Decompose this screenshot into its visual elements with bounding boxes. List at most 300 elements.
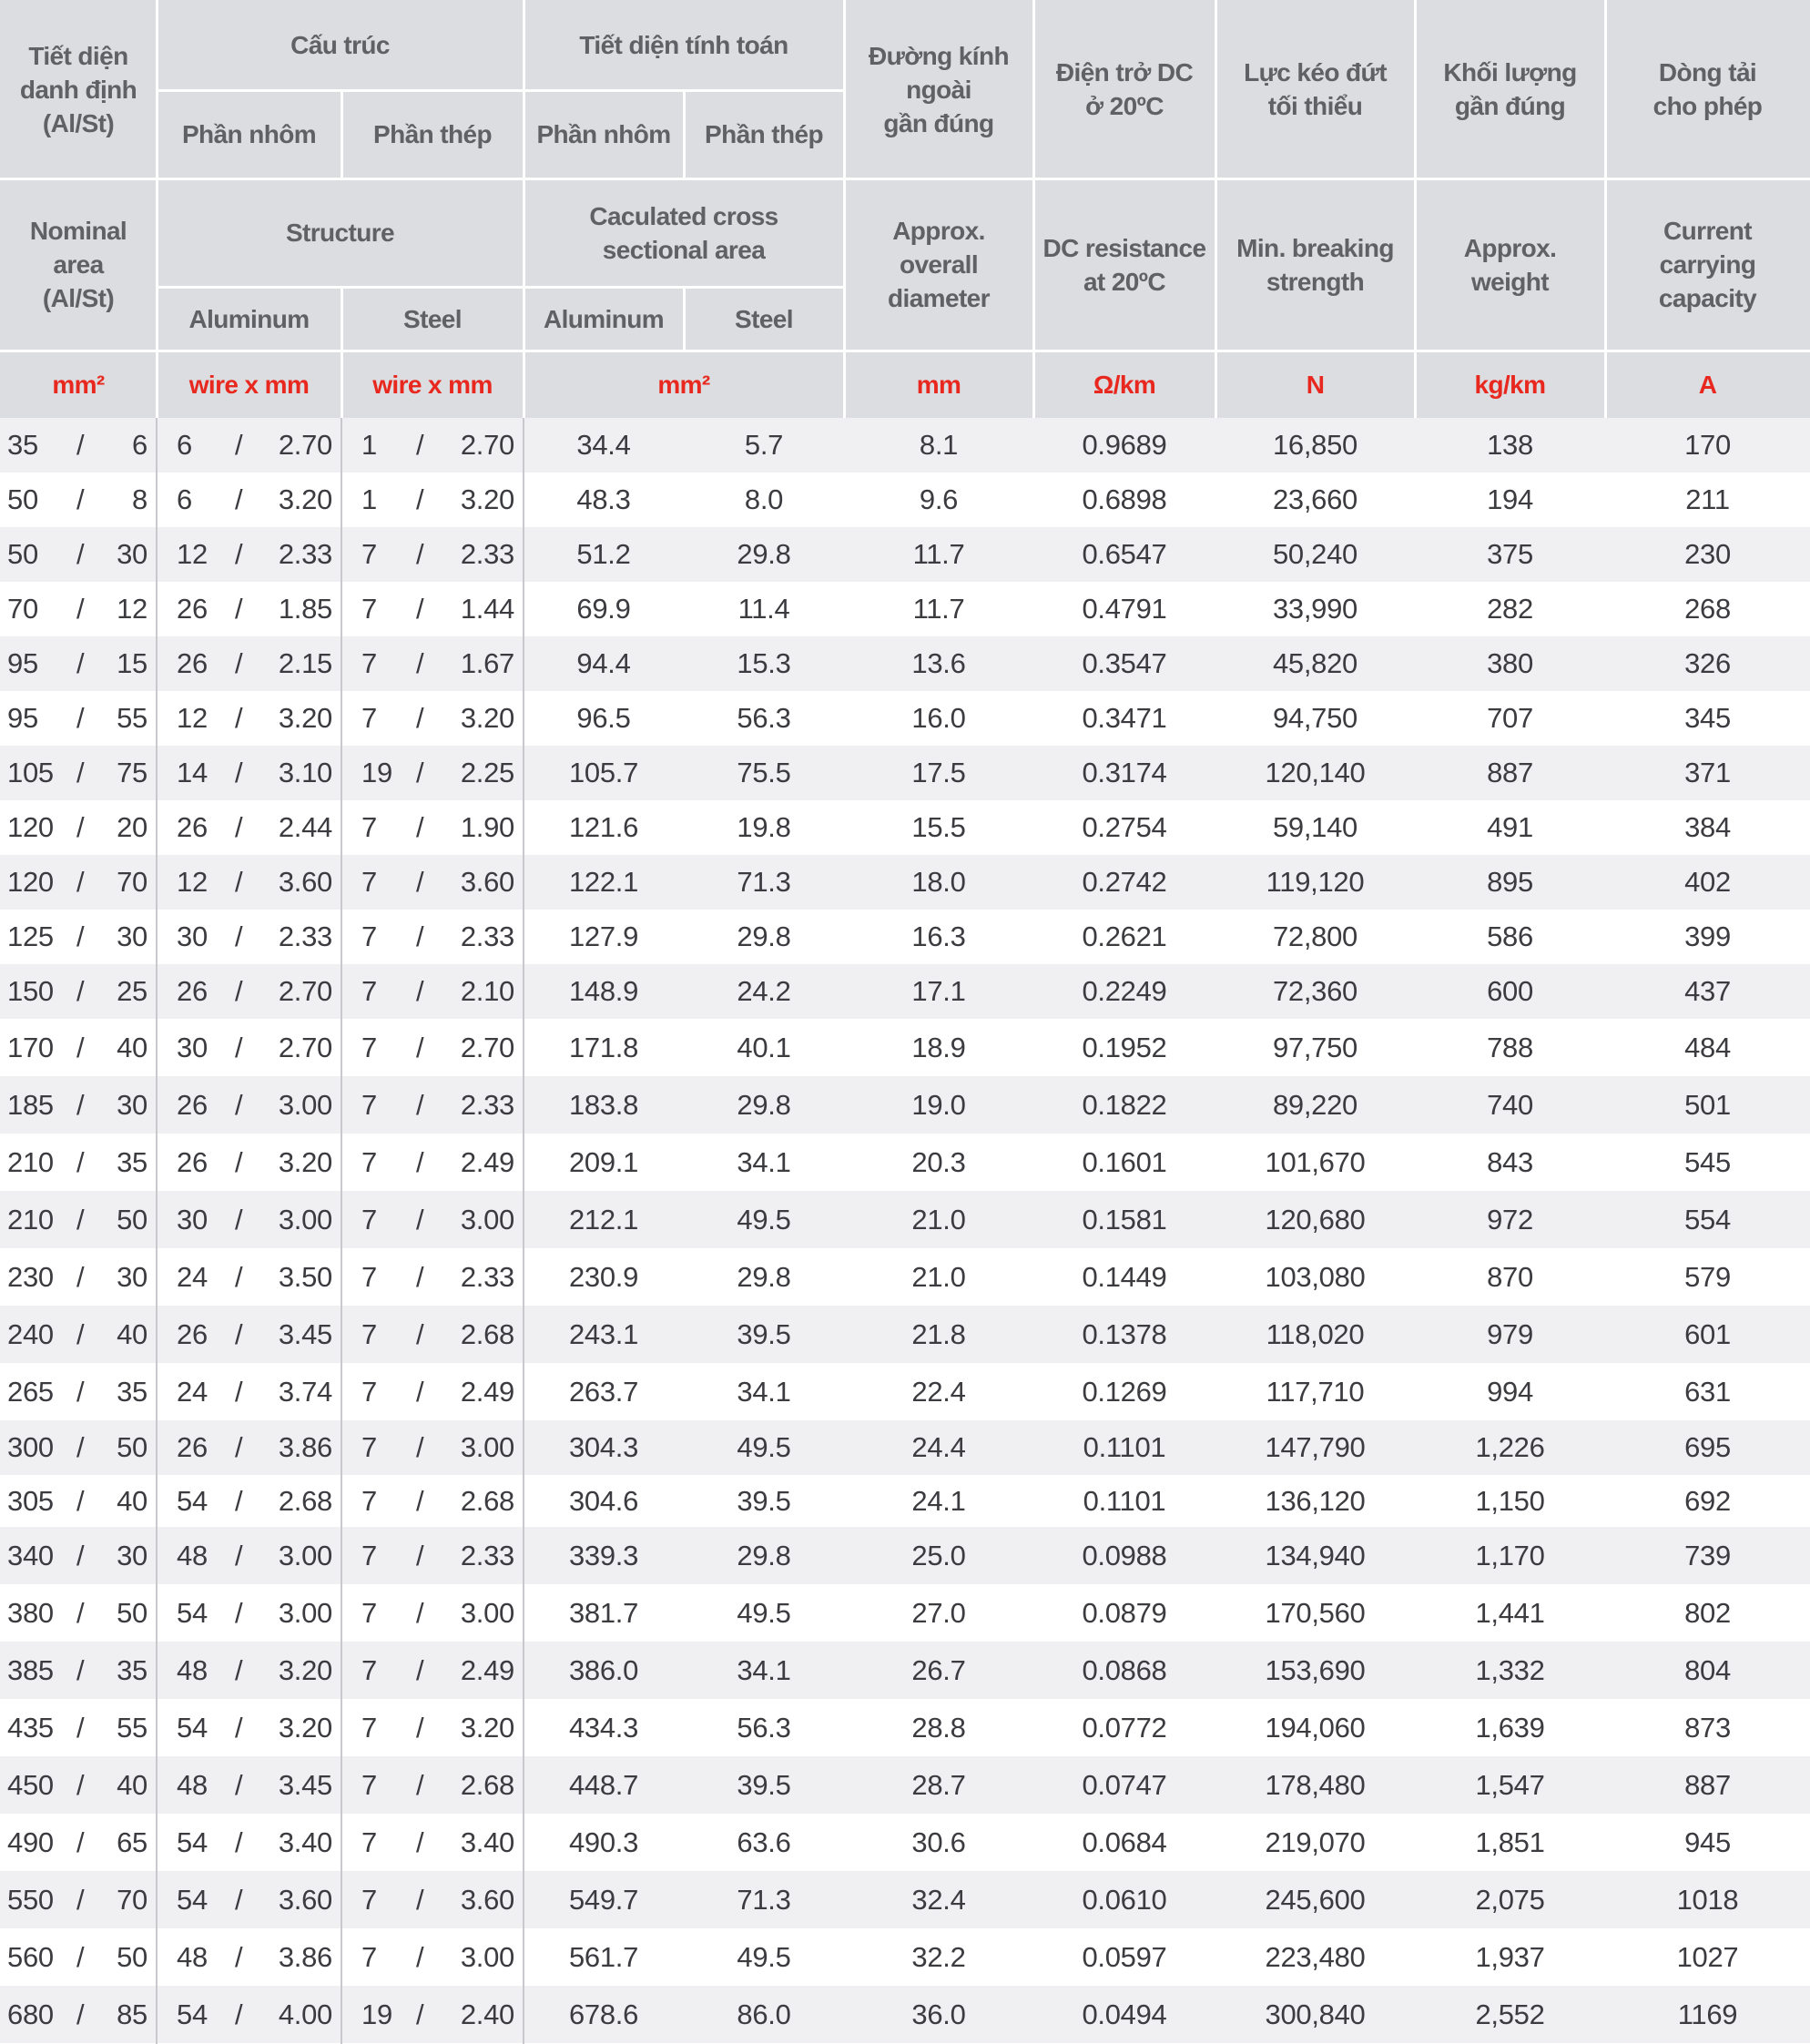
cell-current: 1018 bbox=[1676, 1883, 1739, 1916]
cell-weight: 1,639 bbox=[1475, 1711, 1545, 1744]
cell-calc-st: 71.3 bbox=[737, 866, 791, 898]
cell-calc-st: 63.6 bbox=[737, 1825, 791, 1858]
cell-nominal-left: 490 bbox=[7, 1825, 54, 1858]
cell-calc-st: 5.7 bbox=[744, 429, 784, 461]
header-vi-calc-area bbox=[524, 0, 844, 90]
cell-structure-st bbox=[341, 1527, 524, 1584]
cell-calc-st: 19.8 bbox=[737, 811, 791, 843]
table-row bbox=[0, 1814, 1810, 1871]
cell-structure-al bbox=[157, 1019, 341, 1076]
cell-structure-st-right: 2.49 bbox=[460, 1653, 514, 1686]
cell-structure-st-left: 1 bbox=[361, 429, 377, 461]
cell-structure-st-left: 7 bbox=[361, 1768, 377, 1801]
cell-breaking: 178,480 bbox=[1265, 1768, 1366, 1801]
cell-weight: 491 bbox=[1487, 811, 1533, 843]
table-row bbox=[0, 636, 1810, 691]
cell-diameter: 22.4 bbox=[911, 1375, 966, 1408]
cell-structure-st bbox=[341, 1420, 524, 1475]
cell-structure-st-slash: / bbox=[416, 702, 424, 734]
cell-structure-al bbox=[157, 1756, 341, 1814]
header-en-calc-al-text: Aluminum bbox=[543, 304, 665, 333]
cell-calc-st: 86.0 bbox=[737, 1998, 791, 2030]
cell-calc-st: 34.1 bbox=[737, 1375, 791, 1408]
header-vi-nominal-text: Tiết diện danh định (Al/St) bbox=[19, 41, 137, 137]
cell-resistance: 0.0879 bbox=[1082, 1596, 1167, 1629]
cell-nominal-right: 50 bbox=[117, 1203, 147, 1236]
header-divider bbox=[523, 0, 525, 418]
cell-nominal-left: 70 bbox=[7, 593, 38, 625]
cell-nominal-slash: / bbox=[76, 1260, 85, 1293]
cell-structure-st-slash: / bbox=[416, 1998, 424, 2030]
cell-calc-st: 29.8 bbox=[737, 920, 791, 952]
cell-weight: 1,851 bbox=[1475, 1825, 1545, 1858]
cell-breaking: 94,750 bbox=[1272, 702, 1358, 734]
cell-structure-al-right: 3.60 bbox=[278, 866, 332, 898]
cell-structure-st-right: 2.70 bbox=[460, 1031, 514, 1063]
cell-diameter: 24.1 bbox=[911, 1484, 966, 1517]
cell-current: 802 bbox=[1684, 1596, 1731, 1629]
header-divider bbox=[157, 89, 844, 92]
cell-structure-al-slash: / bbox=[235, 593, 243, 625]
table-row bbox=[0, 1642, 1810, 1699]
cell-current: 1169 bbox=[1677, 1998, 1738, 2030]
cell-structure-st-left: 7 bbox=[361, 1031, 377, 1063]
header-divider bbox=[683, 287, 686, 351]
cell-nominal-left: 185 bbox=[7, 1088, 54, 1121]
cell-diameter: 32.2 bbox=[911, 1940, 966, 1973]
header-en-weight bbox=[1415, 178, 1605, 351]
cell-structure-al-left: 12 bbox=[177, 538, 208, 570]
cell-structure-st bbox=[341, 1363, 524, 1420]
cell-nominal bbox=[0, 910, 157, 964]
cell-calc-al: 69.9 bbox=[576, 593, 631, 625]
header-divider bbox=[843, 0, 846, 418]
cell-current: 384 bbox=[1684, 811, 1731, 843]
unit-structure-al bbox=[157, 351, 341, 418]
cell-structure-st-slash: / bbox=[416, 1145, 424, 1178]
cell-structure-st-slash: / bbox=[416, 1375, 424, 1408]
cell-structure-al-left: 54 bbox=[177, 1825, 208, 1858]
cell-structure-al-left: 48 bbox=[177, 1940, 208, 1973]
cell-structure-al-slash: / bbox=[235, 1596, 243, 1629]
header-en-calc-area-text: Caculated cross sectional area bbox=[589, 201, 778, 264]
header-en-breaking-text: Min. breaking strength bbox=[1236, 233, 1394, 296]
cell-structure-al-slash: / bbox=[235, 1260, 243, 1293]
cell-structure-al-left: 48 bbox=[177, 1539, 208, 1571]
cell-nominal-right: 50 bbox=[117, 1940, 147, 1973]
cell-calc-st: 56.3 bbox=[737, 1711, 791, 1744]
cell-structure-st bbox=[341, 582, 524, 636]
cell-diameter: 16.0 bbox=[911, 702, 966, 734]
cell-breaking: 120,140 bbox=[1265, 757, 1366, 788]
cell-diameter: 19.0 bbox=[911, 1088, 966, 1121]
cell-structure-st bbox=[341, 1076, 524, 1134]
cell-structure-st bbox=[341, 527, 524, 582]
cell-structure-al-slash: / bbox=[235, 429, 243, 461]
cell-nominal-right: 6 bbox=[132, 429, 147, 461]
cell-structure-al-right: 3.50 bbox=[278, 1260, 332, 1293]
cell-structure-st-left: 7 bbox=[361, 975, 377, 1007]
cell-structure-al-right: 2.68 bbox=[278, 1484, 332, 1517]
cell-structure-al-left: 26 bbox=[177, 1317, 208, 1350]
cell-structure-st bbox=[341, 418, 524, 473]
cell-structure-al-right: 3.20 bbox=[278, 702, 332, 734]
cell-structure-st-right: 1.67 bbox=[460, 647, 514, 679]
cell-current: 887 bbox=[1684, 1768, 1731, 1801]
cell-nominal-right: 25 bbox=[117, 975, 147, 1007]
cell-calc-st: 49.5 bbox=[737, 1940, 791, 1973]
cell-calc-st: 29.8 bbox=[737, 1088, 791, 1121]
cell-breaking: 72,800 bbox=[1272, 920, 1358, 952]
cell-structure-al-slash: / bbox=[235, 757, 243, 788]
cell-structure-al-right: 2.33 bbox=[278, 538, 332, 570]
cell-diameter: 16.3 bbox=[911, 920, 966, 952]
cell-structure-al-left: 14 bbox=[177, 757, 208, 788]
cell-weight: 788 bbox=[1487, 1031, 1533, 1063]
unit-resistance bbox=[1033, 351, 1215, 418]
cell-structure-st bbox=[341, 1871, 524, 1928]
cell-structure-al bbox=[157, 910, 341, 964]
cell-breaking: 33,990 bbox=[1272, 593, 1358, 625]
header-en-structure-al bbox=[157, 287, 341, 351]
header-en-nominal bbox=[0, 178, 157, 351]
unit-diameter-text: mm bbox=[916, 370, 961, 399]
header-vi-structure bbox=[157, 0, 524, 90]
header-vi-structure-st-text: Phần thép bbox=[373, 120, 492, 148]
cell-structure-al-right: 3.20 bbox=[278, 1711, 332, 1744]
cell-calc-st: 34.1 bbox=[737, 1653, 791, 1686]
cell-structure-st bbox=[341, 636, 524, 691]
cell-structure-st-right: 2.33 bbox=[460, 538, 514, 570]
unit-current-text: A bbox=[1698, 370, 1717, 399]
cell-resistance: 0.3547 bbox=[1082, 647, 1167, 679]
cell-structure-al-right: 3.20 bbox=[278, 1653, 332, 1686]
cell-structure-st-right: 2.33 bbox=[460, 1260, 514, 1293]
cell-structure-al-left: 26 bbox=[177, 1145, 208, 1178]
cell-diameter: 11.7 bbox=[912, 593, 965, 625]
cell-nominal-right: 70 bbox=[117, 1883, 147, 1916]
cell-structure-st-slash: / bbox=[416, 1088, 424, 1121]
cell-nominal-slash: / bbox=[76, 429, 85, 461]
cell-calc-st: 39.5 bbox=[737, 1768, 791, 1801]
cell-breaking: 72,360 bbox=[1272, 975, 1358, 1007]
cell-diameter: 26.7 bbox=[911, 1653, 966, 1686]
table-body bbox=[0, 418, 1810, 2043]
cell-nominal-slash: / bbox=[76, 1088, 85, 1121]
cell-structure-st-left: 7 bbox=[361, 538, 377, 570]
cell-breaking: 120,680 bbox=[1265, 1203, 1366, 1236]
cell-structure-st-right: 3.20 bbox=[460, 702, 514, 734]
cell-structure-st-right: 3.20 bbox=[460, 483, 514, 515]
cell-structure-st-left: 7 bbox=[361, 1711, 377, 1744]
cell-resistance: 0.6547 bbox=[1082, 538, 1167, 570]
table-row bbox=[0, 1986, 1810, 2043]
cell-nominal-right: 30 bbox=[117, 1260, 147, 1293]
cell-nominal bbox=[0, 1814, 157, 1871]
cell-nominal-left: 340 bbox=[7, 1539, 54, 1571]
cell-resistance: 0.2249 bbox=[1082, 975, 1167, 1007]
cell-calc-st: 24.2 bbox=[737, 975, 791, 1007]
cell-structure-al-slash: / bbox=[235, 538, 243, 570]
table-row bbox=[0, 582, 1810, 636]
cell-structure-st-slash: / bbox=[416, 1260, 424, 1293]
cell-weight: 138 bbox=[1487, 429, 1533, 461]
header-en-resistance bbox=[1033, 178, 1215, 351]
cell-structure-st-left: 7 bbox=[361, 647, 377, 679]
cell-structure-st-right: 3.60 bbox=[460, 1883, 514, 1916]
cell-structure-al bbox=[157, 800, 341, 855]
column-divider bbox=[156, 418, 158, 2044]
cell-diameter: 28.7 bbox=[911, 1768, 966, 1801]
cell-structure-st-slash: / bbox=[416, 483, 424, 515]
cell-structure-st-right: 1.90 bbox=[460, 811, 514, 843]
cell-structure-st-slash: / bbox=[416, 1203, 424, 1236]
cell-breaking: 118,020 bbox=[1266, 1317, 1365, 1350]
cell-calc-st: 71.3 bbox=[737, 1883, 791, 1916]
table-row bbox=[0, 1756, 1810, 1814]
cell-structure-st bbox=[341, 1756, 524, 1814]
cell-structure-al bbox=[157, 473, 341, 527]
cell-structure-al-slash: / bbox=[235, 1484, 243, 1517]
cell-current: 268 bbox=[1684, 593, 1731, 625]
header-vi-breaking-text: Lực kéo đứt tối thiểu bbox=[1244, 58, 1387, 120]
cell-resistance: 0.0868 bbox=[1082, 1653, 1167, 1686]
cell-structure-st-slash: / bbox=[416, 429, 424, 461]
cell-calc-al: 381.7 bbox=[568, 1596, 639, 1629]
unit-calc-area-text: mm² bbox=[657, 370, 710, 399]
cell-weight: 380 bbox=[1487, 647, 1533, 679]
cell-resistance: 0.2621 bbox=[1082, 920, 1167, 952]
header-divider bbox=[1604, 0, 1607, 418]
cell-structure-al-slash: / bbox=[235, 811, 243, 843]
cell-structure-al-left: 26 bbox=[177, 811, 208, 843]
cell-resistance: 0.1449 bbox=[1082, 1260, 1167, 1293]
cell-structure-st-right: 2.25 bbox=[460, 757, 514, 788]
cell-current: 230 bbox=[1684, 538, 1731, 570]
cell-diameter: 21.0 bbox=[911, 1203, 966, 1236]
cell-current: 631 bbox=[1684, 1375, 1731, 1408]
header-vi-calc-al-text: Phần nhôm bbox=[536, 120, 671, 148]
header-en-calc-st-text: Steel bbox=[735, 304, 793, 333]
cell-structure-st-slash: / bbox=[416, 647, 424, 679]
table-row bbox=[0, 1248, 1810, 1306]
cell-weight: 2,075 bbox=[1475, 1883, 1545, 1916]
cell-nominal bbox=[0, 1475, 157, 1527]
cell-current: 402 bbox=[1684, 866, 1731, 898]
cell-nominal-slash: / bbox=[76, 1768, 85, 1801]
cell-nominal-right: 70 bbox=[117, 866, 147, 898]
table-row bbox=[0, 1191, 1810, 1248]
cell-calc-st: 15.3 bbox=[737, 647, 791, 679]
cell-nominal bbox=[0, 636, 157, 691]
cell-diameter: 25.0 bbox=[911, 1539, 966, 1571]
cell-breaking: 119,120 bbox=[1266, 866, 1365, 898]
cell-structure-al-right: 2.44 bbox=[278, 811, 332, 843]
cell-nominal-right: 20 bbox=[117, 811, 147, 843]
cell-structure-st-slash: / bbox=[416, 1317, 424, 1350]
cell-structure-al-right: 3.86 bbox=[278, 1940, 332, 1973]
table-row bbox=[0, 527, 1810, 582]
header-vi-structure-st bbox=[341, 90, 524, 178]
cell-weight: 2,552 bbox=[1475, 1998, 1545, 2030]
cell-nominal-left: 210 bbox=[7, 1145, 54, 1178]
cell-structure-al bbox=[157, 746, 341, 800]
cell-structure-al-slash: / bbox=[235, 1883, 243, 1916]
cell-weight: 887 bbox=[1487, 757, 1533, 788]
cell-structure-al-right: 2.33 bbox=[278, 920, 332, 952]
cell-nominal-left: 300 bbox=[7, 1431, 54, 1463]
cell-current: 501 bbox=[1684, 1088, 1731, 1121]
cell-nominal-right: 65 bbox=[117, 1825, 147, 1858]
cell-calc-al: 209.1 bbox=[568, 1145, 639, 1178]
cell-nominal bbox=[0, 1986, 157, 2043]
cell-structure-al bbox=[157, 1134, 341, 1191]
header-vi-current-text: Dòng tải cho phép bbox=[1652, 58, 1763, 120]
cell-calc-al: 304.3 bbox=[568, 1431, 639, 1463]
cell-current: 601 bbox=[1684, 1317, 1731, 1350]
cell-weight: 282 bbox=[1487, 593, 1533, 625]
cell-diameter: 21.8 bbox=[911, 1317, 966, 1350]
cell-structure-st-left: 7 bbox=[361, 702, 377, 734]
header-divider bbox=[0, 178, 1810, 180]
cell-structure-st bbox=[341, 1019, 524, 1076]
cell-nominal-slash: / bbox=[76, 866, 85, 898]
cell-structure-al-left: 26 bbox=[177, 1431, 208, 1463]
header-vi-resistance-text: Điện trở DC ở 20ºC bbox=[1055, 58, 1194, 120]
cell-calc-st: 29.8 bbox=[737, 538, 791, 570]
header-en-current bbox=[1605, 178, 1810, 351]
cell-calc-al: 263.7 bbox=[568, 1375, 639, 1408]
cell-nominal-slash: / bbox=[76, 593, 85, 625]
cell-nominal bbox=[0, 582, 157, 636]
cell-calc-st: 56.3 bbox=[737, 702, 791, 734]
cell-weight: 586 bbox=[1487, 920, 1533, 952]
cell-nominal bbox=[0, 1642, 157, 1699]
cell-nominal-left: 120 bbox=[7, 866, 54, 898]
unit-nominal-text: mm² bbox=[52, 370, 105, 399]
cell-weight: 1,150 bbox=[1475, 1484, 1545, 1517]
cell-nominal-left: 170 bbox=[7, 1031, 54, 1063]
cell-structure-al-left: 26 bbox=[177, 1088, 208, 1121]
cell-structure-al-slash: / bbox=[235, 975, 243, 1007]
cell-nominal-left: 150 bbox=[7, 975, 54, 1007]
cell-nominal-slash: / bbox=[76, 1653, 85, 1686]
cell-structure-al-slash: / bbox=[235, 647, 243, 679]
cell-weight: 1,170 bbox=[1475, 1539, 1545, 1571]
cell-structure-al-right: 3.40 bbox=[278, 1825, 332, 1858]
cell-calc-al: 386.0 bbox=[568, 1653, 639, 1686]
cell-structure-al-slash: / bbox=[235, 1940, 243, 1973]
cell-nominal bbox=[0, 1363, 157, 1420]
unit-breaking bbox=[1215, 351, 1415, 418]
cell-structure-st bbox=[341, 691, 524, 746]
cell-structure-st-slash: / bbox=[416, 1431, 424, 1463]
cell-current: 579 bbox=[1684, 1260, 1731, 1293]
cell-resistance: 0.1101 bbox=[1083, 1431, 1166, 1463]
cell-structure-st-left: 7 bbox=[361, 1260, 377, 1293]
cell-structure-st-slash: / bbox=[416, 1711, 424, 1744]
header-divider bbox=[157, 286, 844, 289]
cell-nominal bbox=[0, 1871, 157, 1928]
table-row bbox=[0, 1584, 1810, 1642]
cell-structure-st-left: 1 bbox=[361, 483, 377, 515]
cell-structure-st-slash: / bbox=[416, 1484, 424, 1517]
cell-current: 345 bbox=[1684, 702, 1731, 734]
cell-structure-al-right: 3.45 bbox=[278, 1317, 332, 1350]
cell-nominal-right: 35 bbox=[117, 1375, 147, 1408]
table-row bbox=[0, 964, 1810, 1019]
cell-calc-st: 49.5 bbox=[737, 1431, 791, 1463]
cell-diameter: 18.0 bbox=[911, 866, 966, 898]
header-vi-current bbox=[1605, 0, 1810, 178]
cell-structure-st-slash: / bbox=[416, 811, 424, 843]
unit-weight-text: kg/km bbox=[1474, 370, 1546, 399]
cell-structure-al-right: 3.00 bbox=[278, 1203, 332, 1236]
cell-structure-al-left: 54 bbox=[177, 1484, 208, 1517]
header-vi-structure-text: Cấu trúc bbox=[290, 31, 390, 59]
cell-structure-st-slash: / bbox=[416, 866, 424, 898]
cell-nominal bbox=[0, 691, 157, 746]
cell-nominal-left: 95 bbox=[7, 647, 38, 679]
header-vi-diameter-text: Đường kính ngoài gần đúng bbox=[869, 41, 1009, 137]
cell-structure-st-left: 7 bbox=[361, 1596, 377, 1629]
cell-breaking: 194,060 bbox=[1265, 1711, 1366, 1744]
cell-structure-st bbox=[341, 473, 524, 527]
cell-diameter: 30.6 bbox=[911, 1825, 966, 1858]
header-divider bbox=[156, 0, 158, 418]
cell-structure-st-right: 2.68 bbox=[460, 1768, 514, 1801]
cell-nominal bbox=[0, 527, 157, 582]
cell-structure-st-slash: / bbox=[416, 920, 424, 952]
cell-structure-al-slash: / bbox=[235, 1203, 243, 1236]
cell-current: 211 bbox=[1685, 483, 1730, 515]
unit-calc-area bbox=[524, 351, 844, 418]
cell-calc-al: 212.1 bbox=[568, 1203, 639, 1236]
cell-resistance: 0.1101 bbox=[1083, 1484, 1166, 1517]
cell-nominal-left: 50 bbox=[7, 483, 38, 515]
cell-calc-al: 549.7 bbox=[568, 1883, 639, 1916]
header-en-calc-area bbox=[524, 178, 844, 287]
cell-diameter: 20.3 bbox=[911, 1145, 966, 1178]
table-row bbox=[0, 1306, 1810, 1363]
cell-nominal-right: 40 bbox=[117, 1768, 147, 1801]
cell-resistance: 0.6898 bbox=[1082, 483, 1167, 515]
cell-structure-al-right: 2.15 bbox=[278, 647, 332, 679]
header-vi-weight bbox=[1415, 0, 1605, 178]
cell-structure-st-slash: / bbox=[416, 538, 424, 570]
cell-weight: 740 bbox=[1487, 1088, 1533, 1121]
cell-weight: 895 bbox=[1487, 866, 1533, 898]
cell-current: 739 bbox=[1684, 1539, 1731, 1571]
cell-weight: 707 bbox=[1487, 702, 1533, 734]
header-vi-breaking bbox=[1215, 0, 1415, 178]
header-vi-resistance bbox=[1033, 0, 1215, 178]
cell-resistance: 0.0494 bbox=[1082, 1998, 1167, 2030]
cell-nominal-slash: / bbox=[76, 1825, 85, 1858]
cell-breaking: 153,690 bbox=[1265, 1653, 1366, 1686]
cell-structure-st-left: 7 bbox=[361, 1484, 377, 1517]
cell-structure-al-right: 3.20 bbox=[278, 1145, 332, 1178]
cell-structure-al bbox=[157, 1191, 341, 1248]
cell-nominal-slash: / bbox=[76, 702, 85, 734]
cell-calc-st: 8.0 bbox=[744, 483, 784, 515]
cell-structure-al-left: 26 bbox=[177, 647, 208, 679]
cell-nominal-right: 15 bbox=[117, 647, 147, 679]
cell-current: 371 bbox=[1684, 757, 1731, 788]
cell-structure-st-left: 7 bbox=[361, 1317, 377, 1350]
cell-current: 695 bbox=[1684, 1431, 1731, 1463]
cell-nominal bbox=[0, 1584, 157, 1642]
